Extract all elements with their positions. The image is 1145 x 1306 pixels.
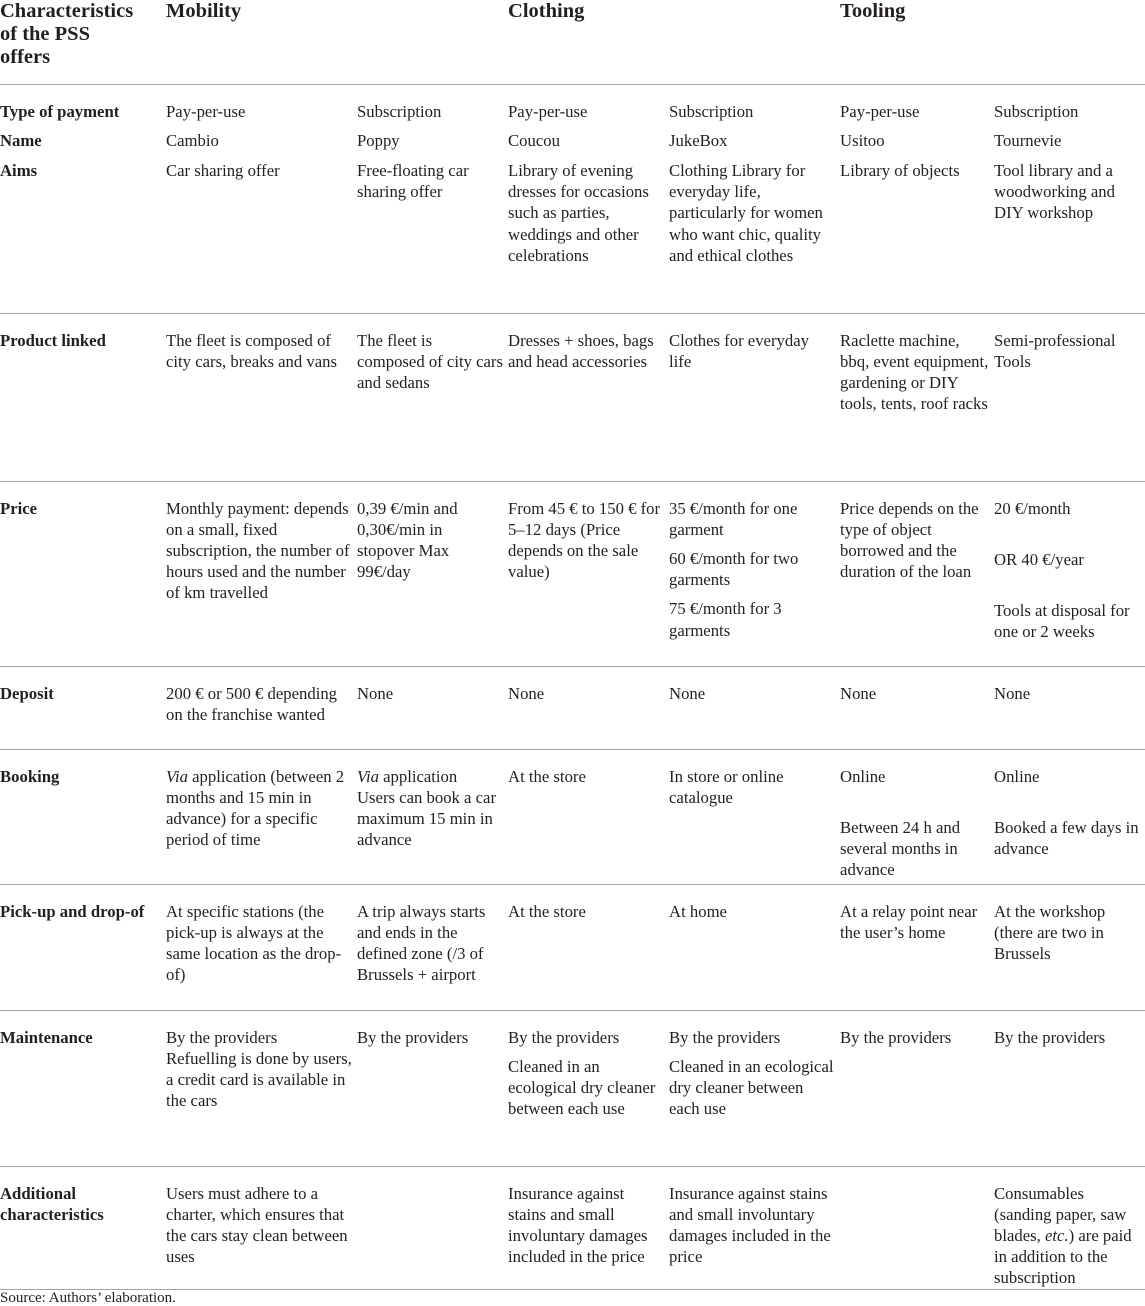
price-option: 75 €/month for 3 garments bbox=[669, 599, 782, 640]
deposit-tournevie: None bbox=[994, 666, 1145, 749]
maintenance-cambio bbox=[166, 1010, 357, 1166]
payment-cambio: Pay-per-use bbox=[166, 101, 246, 121]
header-row bbox=[0, 0, 1145, 84]
price-poppy bbox=[357, 481, 508, 666]
aims-jukebox: Clothing Library for everyday life, particularly for women who want chic, quality and ethical clothes bbox=[669, 160, 840, 313]
booking-usitoo bbox=[840, 749, 994, 884]
payment-jukebox: Subscription bbox=[669, 101, 754, 121]
additional-etc: etc. bbox=[1045, 1225, 1069, 1245]
booking-poppy bbox=[357, 749, 508, 884]
header-tooling: Tooling bbox=[840, 0, 1145, 84]
aims-coucou: Library of evening dresses for occasions such as parties, weddings and other celebrations bbox=[508, 160, 669, 313]
maintenance-tournevie bbox=[994, 1010, 1145, 1166]
price-tournevie bbox=[994, 481, 1145, 666]
additional-text-start: Consumables (sanding paper, saw blades, bbox=[994, 1183, 1127, 1245]
maintenance-text: Cleaned in an ecological dry cleaner between each use bbox=[669, 1056, 834, 1119]
maintenance-coucou bbox=[508, 1010, 669, 1166]
payment-usitoo: Pay-per-use bbox=[840, 101, 920, 121]
row-label-booking: Booking bbox=[0, 749, 166, 884]
maintenance-text: By the providers bbox=[357, 1027, 469, 1047]
additional-text: Insurance against stains and small involuntary damages included in the price bbox=[508, 1183, 648, 1267]
maintenance-text: By the providers bbox=[669, 1027, 781, 1047]
name-usitoo: Usitoo bbox=[840, 131, 885, 150]
maintenance-text: By the providers bbox=[508, 1027, 620, 1047]
price-text: From 45 € to 150 € for 5–12 days (Price depends on the sale value) bbox=[508, 498, 661, 582]
aims-poppy: Free-floating car sharing offer bbox=[357, 160, 508, 313]
price-option: 60 €/month for two garments bbox=[669, 548, 799, 590]
product-coucou: Dresses + shoes, bags and head accessories bbox=[508, 313, 669, 481]
header-clothing: Clothing bbox=[508, 0, 840, 84]
product-usitoo: Raclette machine, bbq, event equipment, gardening or DIY tools, tents, roof racks bbox=[840, 313, 994, 481]
row-booking bbox=[0, 749, 1145, 884]
price-option: 20 €/month bbox=[994, 498, 1071, 518]
maintenance-text: By the providers bbox=[840, 1027, 952, 1047]
aims-usitoo: Library of objects bbox=[840, 160, 994, 313]
deposit-coucou: None bbox=[508, 666, 669, 749]
deposit-usitoo: None bbox=[840, 666, 994, 749]
row-label-product-linked: Product linked bbox=[0, 313, 166, 481]
booking-tournevie bbox=[994, 749, 1145, 884]
booking-detail: application (between 2 months and 15 min in advance) for a specific period of time bbox=[166, 766, 345, 850]
row-aims bbox=[0, 160, 1145, 313]
additional-poppy bbox=[357, 1166, 508, 1289]
row-pick-up-and-drop-off bbox=[0, 884, 1145, 1010]
product-poppy: The fleet is composed of city cars and sedans bbox=[357, 313, 508, 481]
additional-text: Insurance against stains and small involuntary damages included in the price bbox=[669, 1183, 831, 1267]
pickup-poppy: A trip always starts and ends in the defined zone (/3 of Brussels + airport bbox=[357, 884, 508, 1010]
additional-jukebox bbox=[669, 1166, 840, 1289]
pickup-usitoo: At a relay point near the user’s home bbox=[840, 884, 994, 1010]
price-option: Tools at disposal for one or 2 weeks bbox=[994, 600, 1130, 642]
header-characteristics bbox=[0, 0, 166, 84]
maintenance-text: Refuelling is done by users, a credit card is available in the cars bbox=[166, 1048, 352, 1111]
booking-text: In store or online catalogue bbox=[669, 766, 784, 807]
maintenance-text: By the providers bbox=[166, 1027, 278, 1047]
row-label-price: Price bbox=[0, 481, 166, 666]
name-poppy: Poppy bbox=[357, 131, 400, 150]
additional-text bbox=[994, 1183, 1145, 1289]
price-jukebox bbox=[669, 481, 840, 666]
maintenance-jukebox bbox=[669, 1010, 840, 1166]
booking-via: Via bbox=[357, 766, 379, 786]
row-label-name: Name bbox=[0, 131, 42, 150]
maintenance-usitoo bbox=[840, 1010, 994, 1166]
name-cambio: Cambio bbox=[166, 131, 219, 150]
row-maintenance bbox=[0, 1010, 1145, 1166]
row-label-aims: Aims bbox=[0, 160, 166, 313]
row-deposit bbox=[0, 666, 1145, 749]
row-label-deposit: Deposit bbox=[0, 666, 166, 749]
deposit-jukebox: None bbox=[669, 666, 840, 749]
row-label-type-of-payment: Type of payment bbox=[0, 101, 120, 121]
price-coucou bbox=[508, 481, 669, 666]
maintenance-text: By the providers bbox=[994, 1027, 1106, 1047]
payment-tournevie: Subscription bbox=[994, 101, 1079, 121]
price-text: 0,39 €/min and 0,30€/min in stopover Max 99€/day bbox=[357, 498, 458, 582]
name-coucou: Coucou bbox=[508, 131, 560, 150]
row-label-maintenance: Maintenance bbox=[0, 1010, 166, 1166]
pickup-coucou: At the store bbox=[508, 884, 669, 1010]
row-price bbox=[0, 481, 1145, 666]
booking-jukebox bbox=[669, 749, 840, 884]
name-tournevie: Tournevie bbox=[994, 131, 1062, 150]
booking-text: Booked a few days in advance bbox=[994, 817, 1139, 858]
price-text: Price depends on the type of object borrowed and the duration of the loan bbox=[840, 498, 979, 582]
pickup-tournevie: At the workshop (there are two in Brussels bbox=[994, 884, 1145, 1010]
row-label-pick-up-and-drop-off: Pick-up and drop-of bbox=[0, 884, 166, 1010]
price-cambio bbox=[166, 481, 357, 666]
row-additional-characteristics bbox=[0, 1166, 1145, 1289]
maintenance-text: Cleaned in an ecological dry cleaner between each use bbox=[508, 1056, 656, 1119]
price-option: OR 40 €/year bbox=[994, 549, 1084, 569]
additional-usitoo bbox=[840, 1166, 994, 1289]
booking-text: Between 24 h and several months in advance bbox=[840, 817, 961, 880]
price-option: 35 €/month for one garment bbox=[669, 498, 798, 539]
additional-cambio bbox=[166, 1166, 357, 1289]
deposit-cambio: 200 € or 500 € depending on the franchise wanted bbox=[166, 666, 357, 749]
payment-poppy: Subscription bbox=[357, 101, 442, 121]
additional-coucou bbox=[508, 1166, 669, 1289]
price-text: Monthly payment: depends on a small, fixed subscription, the number of hours used and the number of km travelled bbox=[166, 498, 350, 603]
booking-text bbox=[166, 766, 352, 851]
booking-text bbox=[357, 766, 503, 787]
booking-text: Online bbox=[840, 766, 886, 786]
booking-text: Online bbox=[994, 766, 1040, 786]
row-name bbox=[0, 130, 1145, 160]
booking-detail: application bbox=[378, 766, 458, 786]
product-cambio: The fleet is composed of city cars, breaks and vans bbox=[166, 313, 357, 481]
product-tournevie: Semi-professional Tools bbox=[994, 313, 1145, 481]
additional-tournevie bbox=[994, 1166, 1145, 1289]
booking-coucou bbox=[508, 749, 669, 884]
header-characteristics-label: Characteristics of the PSS offers bbox=[0, 0, 134, 68]
header-mobility: Mobility bbox=[166, 0, 508, 84]
deposit-poppy: None bbox=[357, 666, 508, 749]
booking-text: Users can book a car maximum 15 min in advance bbox=[357, 787, 497, 850]
booking-via: Via bbox=[166, 766, 188, 786]
aims-tournevie: Tool library and a woodworking and DIY workshop bbox=[994, 160, 1145, 313]
name-jukebox: JukeBox bbox=[669, 131, 728, 150]
payment-coucou: Pay-per-use bbox=[508, 101, 588, 121]
row-product-linked bbox=[0, 313, 1145, 481]
row-type-of-payment bbox=[0, 84, 1145, 130]
table-source-note: Source: Authors’ elaboration. bbox=[0, 1290, 176, 1306]
additional-text: Users must adhere to a charter, which ensures that the cars stay clean between uses bbox=[166, 1183, 348, 1267]
product-jukebox: Clothes for everyday life bbox=[669, 313, 840, 481]
additional-text-end: ) are paid in addition to the subscription bbox=[994, 1225, 1132, 1288]
aims-cambio: Car sharing offer bbox=[166, 160, 357, 313]
booking-text: At the store bbox=[508, 766, 586, 786]
booking-cambio bbox=[166, 749, 357, 884]
pickup-cambio: At specific stations (the pick-up is always at the same location as the drop-of) bbox=[166, 884, 357, 1010]
price-usitoo bbox=[840, 481, 994, 666]
pickup-jukebox: At home bbox=[669, 884, 840, 1010]
row-label-additional-characteristics: Additional characteristics bbox=[0, 1166, 166, 1289]
maintenance-poppy bbox=[357, 1010, 508, 1166]
